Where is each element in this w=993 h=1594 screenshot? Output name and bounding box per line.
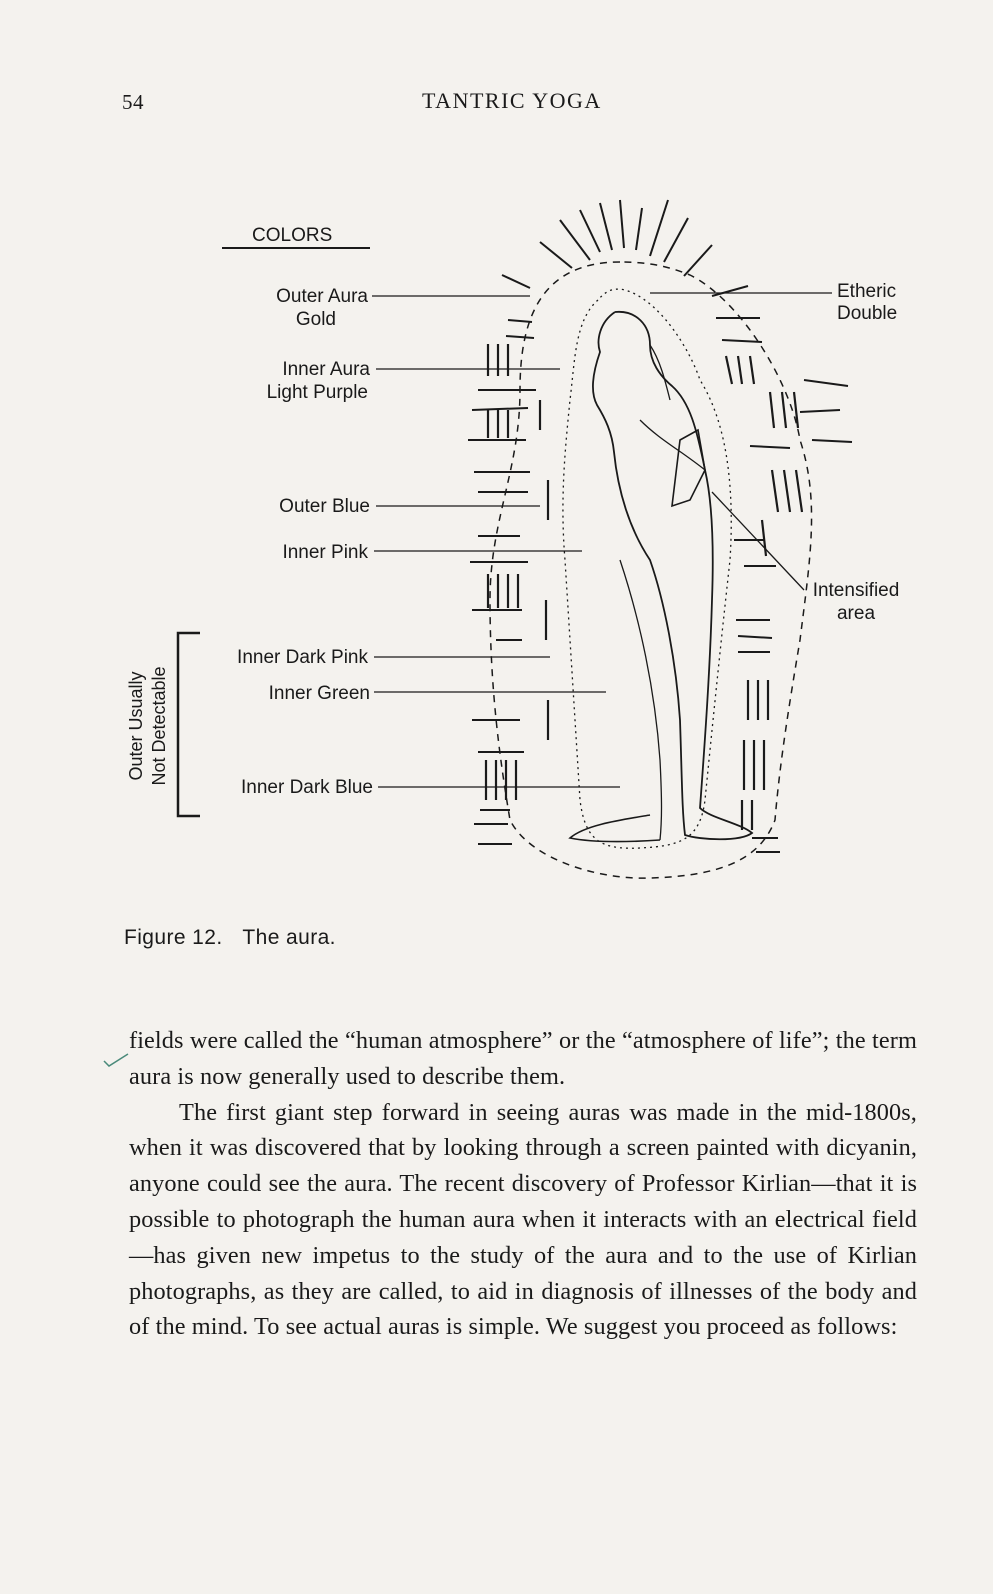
paragraph: The first giant step forward in seeing auras was made in the mid-1800s, when it was discovered that by looking through a screen painted with dicyanin, anyone could see the aura. The recent discovery of Professor Kirlian—that it is possible to photograph the human aura when it interacts with an electrical field—has given new impetus to the study of the aura and to the use of Kirlian photographs, as they are called, to aid in diagnosis of illnesses of the body and of the mind. To see actual auras is simple. We suggest you proceed as follows: [129, 1098, 917, 1341]
label-inner-aura-color: Light Purple [266, 382, 368, 403]
label-inner-green: Inner Green [268, 683, 370, 704]
label-inner-dark-pink: Inner Dark Pink [237, 647, 368, 668]
label-inner-dark-blue: Inner Dark Blue [240, 777, 373, 798]
colors-heading: COLORS [252, 225, 333, 246]
body-text [129, 1023, 917, 1345]
label-intensified: Intensified [812, 580, 900, 601]
figure-caption [124, 926, 336, 950]
bracket-label-line2: Not Detectable [149, 666, 169, 786]
page-number: 54 [122, 90, 144, 114]
label-outer-aura-color: Gold [295, 309, 336, 330]
figure-caption-text: The aura. [242, 926, 336, 949]
label-inner-pink: Inner Pink [282, 542, 368, 563]
label-etheric: Etheric [837, 281, 897, 302]
label-inner-aura: Inner Aura [282, 359, 370, 380]
figure-caption-label: Figure 12. [124, 926, 223, 949]
label-etheric-double: Double [837, 303, 898, 324]
label-outer-blue: Outer Blue [279, 496, 370, 517]
label-intensified-area: area [836, 603, 876, 624]
bracket-label-line1: Outer Usually [126, 671, 146, 781]
label-outer-aura: Outer Aura [276, 286, 368, 307]
running-head: TANTRIC YOGA [422, 88, 602, 113]
handwritten-check-mark [103, 1052, 129, 1068]
paragraph: fields were called the “human atmosphere” or the “atmosphere of life”; the term aura is now generally used to describe them. [129, 1027, 917, 1090]
